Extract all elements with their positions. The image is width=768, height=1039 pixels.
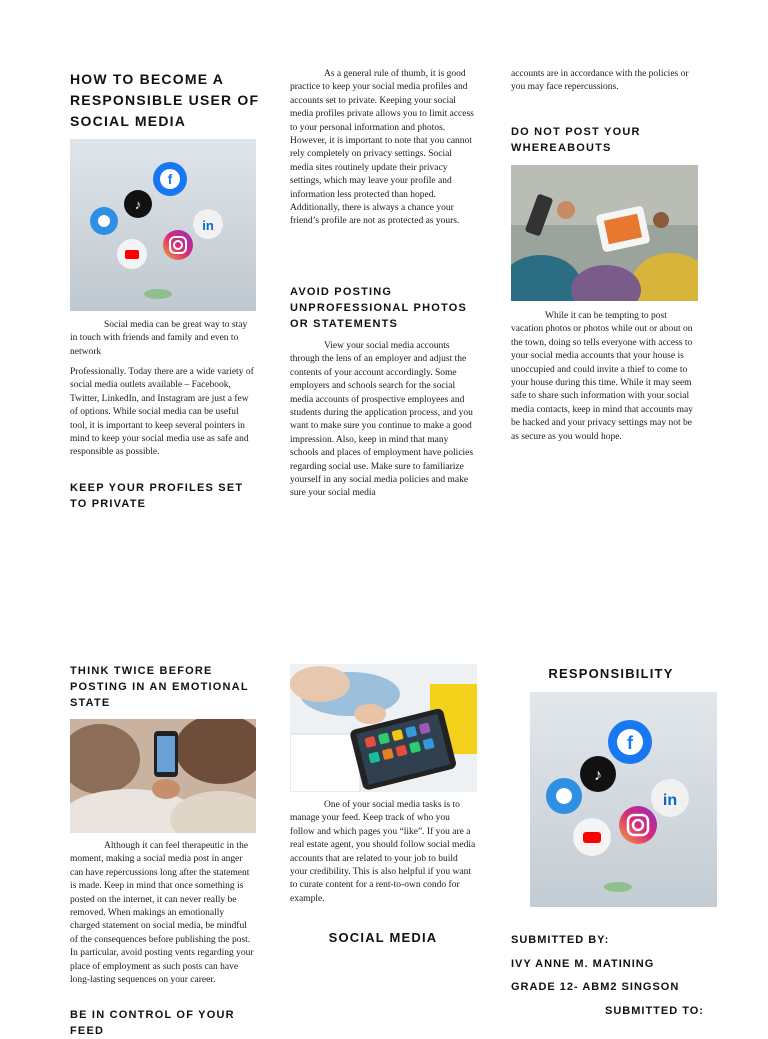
tablet-desk-image xyxy=(290,664,477,792)
private-profiles-heading: KEEP YOUR PROFILES SET TO PRIVATE xyxy=(70,482,244,510)
cover-title-responsibility: RESPONSIBILITY xyxy=(548,666,674,681)
whereabouts-paragraph: While it can be tempting to post vacation photos or photos while out or about on the town, doing so tells everyone with access to your social media accounts that your house is unoccupied and could invite a thief to come to your house during this time. While it may seem safe to share such information with your social media contacts, keep in mind that accounts may be hacked and your privacy settings may not be as secure as you would hope. xyxy=(511,311,694,442)
people-phone-image xyxy=(70,719,256,833)
svg-text:♪: ♪ xyxy=(134,197,142,212)
social-media-buttons-image xyxy=(70,139,256,311)
brochure-title: HOW TO BECOME A RESPONSIBLE USER OF SOCIAL MEDIA xyxy=(70,71,260,129)
submitted-by-label: SUBMITTED BY: xyxy=(511,934,610,946)
emotional-state-paragraph: Although it can feel therapeutic in the moment, making a social media post in anger can have repercussions long after the statement is made. Keep in mind that once something is posted on the internet, it can never really be removed. When makings an emotionally charged statement on social media, be mindful of the consequences before publishing the post. In particular, avoid posting vents regarding your place of employment as such posts can have long-lasting sequences on your career. xyxy=(70,841,254,986)
feed-paragraph: One of your social media tasks is to manage your feed. Keep track of who you follow and which pages you “like”. If you are a real estate agent, you should follow social media accounts that are related to your job to build your credibility. This is also helpful if you want to curate content for a rent-to-own condo for example. xyxy=(290,800,476,904)
policies-paragraph: accounts are in accordance with the policies or you may face repercussions. xyxy=(511,69,689,93)
cover-title-social-media: SOCIAL MEDIA xyxy=(328,930,438,945)
svg-text:f: f xyxy=(167,171,173,187)
svg-text:in: in xyxy=(662,792,678,809)
grade-section: GRADE 12- ABM2 SINGSON xyxy=(511,981,680,993)
emotional-state-heading: THINK TWICE BEFORE POSTING IN AN EMOTIONAL STATE xyxy=(70,665,249,709)
control-feed-heading: BE IN CONTROL OF YOUR FEED xyxy=(70,1009,235,1037)
author-name: IVY ANNE M. MATINING xyxy=(511,958,655,970)
svg-text:♪: ♪ xyxy=(594,767,602,784)
social-media-buttons-image-2 xyxy=(530,692,717,907)
submitted-to-label: SUBMITTED TO: xyxy=(605,1005,704,1017)
svg-text:in: in xyxy=(202,218,214,233)
unprofessional-heading: AVOID POSTING UNPROFESSIONAL PHOTOS OR STATEMENTS xyxy=(290,286,467,330)
svg-text:f: f xyxy=(627,733,633,753)
unprofessional-paragraph: View your social media accounts through the lens of an employer and adjust the contents of your account accordingly. Some employers and schools search for the social media accounts of prospective employees and students during the application process, and you want to make sure you continue to make a good impression. Also, keep in mind that many schools and places of employment have policies regarding social use. Make sure to familiarize yourself in any social media policies and make sure your social media xyxy=(290,341,474,499)
overview-paragraph: Professionally. Today there are a wide variety of social media outlets available – Facebook, Twitter, LinkedIn, and Instagram are just a few of options. While social media can be useful tool, it is important to keep several pointers in mind to keep your social media use as safe and responsible as possible. xyxy=(70,367,254,458)
private-profiles-paragraph: As a general rule of thumb, it is good practice to keep your social media profiles and accounts set to private. Keeping your social media profiles private allows you to limit access to your personal information and photos. However, it is important to note that you cannot rely completely on privacy settings. Social media sites routinely update their privacy settings, which may leave your profile and information less protected than hoped. Additionally, there is always a chance your friend’s profile are not as protected as yours. xyxy=(290,69,474,227)
friends-phones-image xyxy=(511,165,698,301)
whereabouts-heading: DO NOT POST YOUR WHEREABOUTS xyxy=(511,126,641,154)
intro-paragraph: Social media can be great way to stay in touch with friends and family and even to network xyxy=(70,320,248,357)
